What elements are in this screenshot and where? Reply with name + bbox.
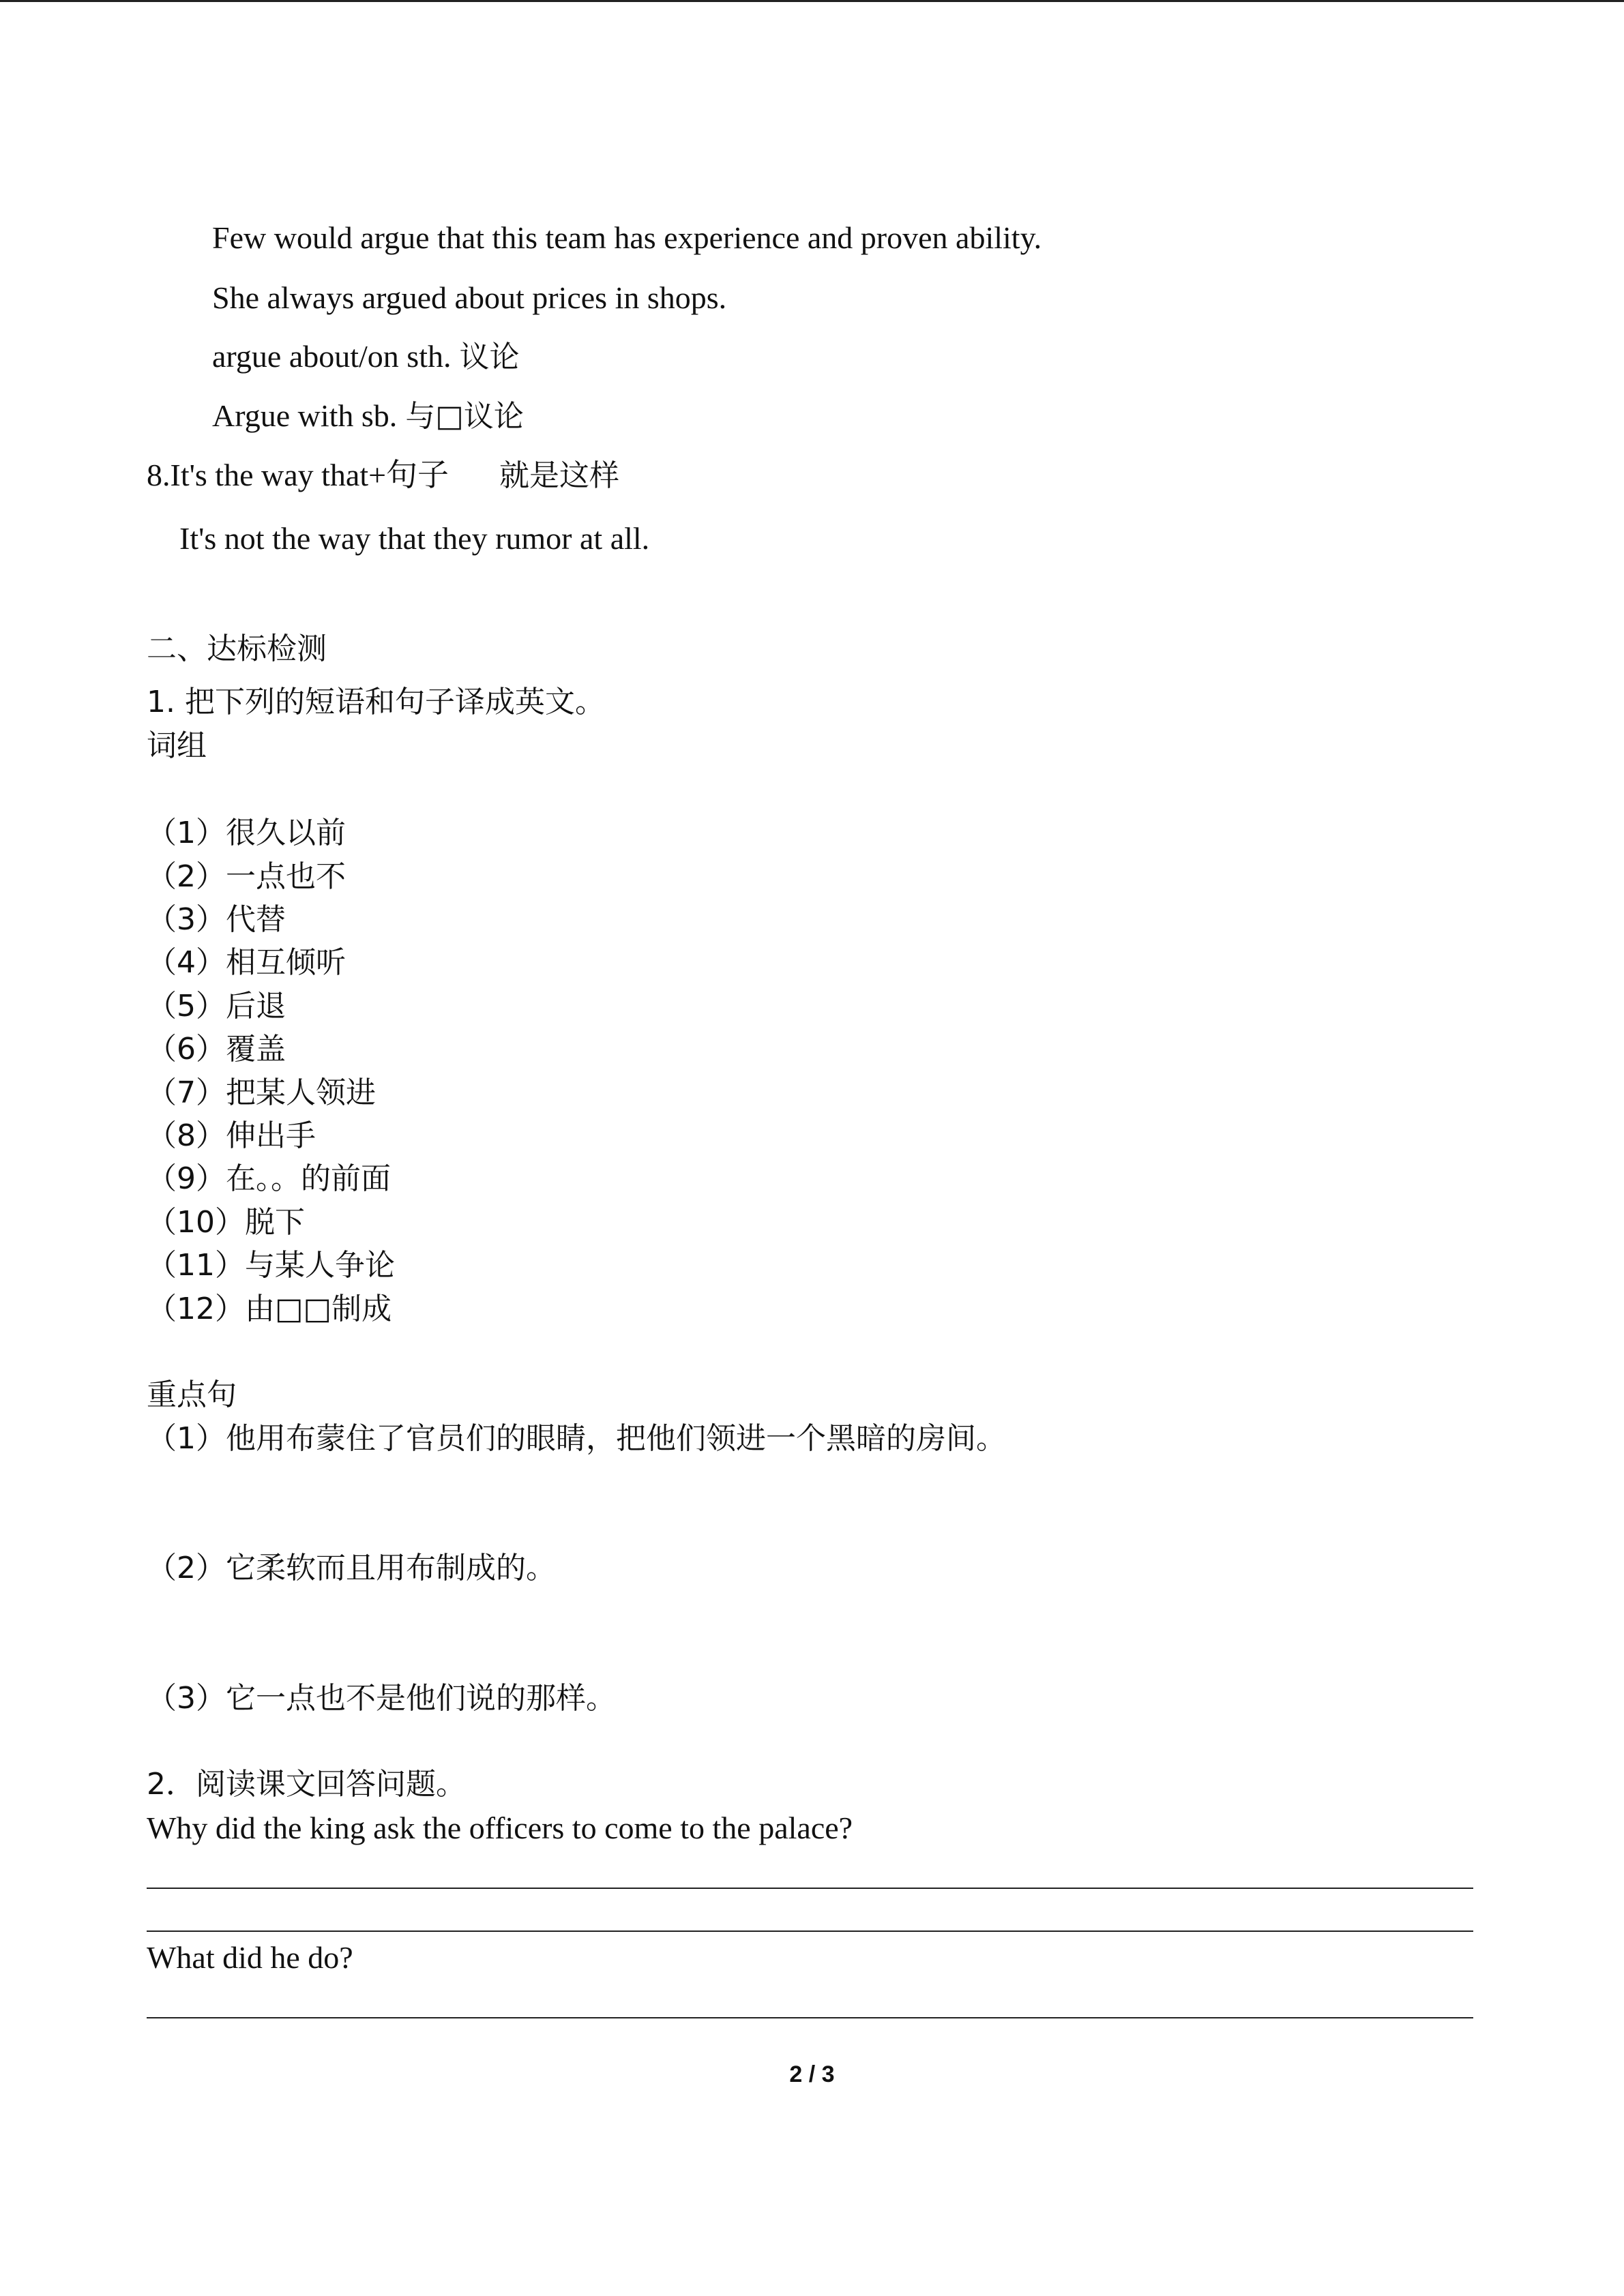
argue-example-2: She always argued about prices in shops. [212,280,727,315]
phrase-item: （7）把某人领进 [147,1075,376,1110]
section-2-heading: 二、达标检测 [147,631,327,666]
argue-example-1: Few would argue that this team has experience and proven ability. [212,220,1042,255]
question-1: Why did the king ask the officers to come to the palace? [147,1810,853,1845]
sentence-item: （3）它一点也不是他们说的那样。 [147,1681,616,1716]
argue-about-usage [212,338,519,376]
point-8-title-cn: 就是这样 [499,458,620,493]
question-2: What did he do? [147,1940,353,1975]
answer-line [147,1888,1473,1889]
argue-about-en: argue about/on sth. [212,339,452,374]
answer-line [147,2017,1473,2018]
phrase-item: （4）相互倾听 [147,945,346,980]
phrase-item: （2）一点也不 [147,859,346,894]
argue-about-cn: 议论 [459,340,520,374]
phrase-item: （12）由□□制成 [147,1292,392,1326]
answer-line [147,1930,1473,1932]
argue-with-en: Argue with sb. [212,398,398,433]
task-1-instruction: 1. 把下列的短语和句子译成英文。 [147,685,605,719]
phrase-item: （11）与某人争论 [147,1248,395,1283]
phrase-item: （10）脱下 [147,1205,305,1240]
point-8-example: It's not the way that they rumor at all. [179,521,650,556]
task-2-instruction: 2．阅读课文回答问题。 [147,1767,466,1802]
phrase-item: （3）代替 [147,902,286,937]
phrase-item: （9）在。。的前面 [147,1161,391,1196]
sentence-item: （2）它柔软而且用布制成的。 [147,1551,556,1585]
phrase-item: （8）伸出手 [147,1118,316,1153]
phrases-label: 词组 [147,728,207,763]
page-top-border [0,0,1624,2]
phrase-item: （6）覆盖 [147,1032,286,1067]
argue-with-cn: 与□议论 [405,399,524,434]
argue-with-usage [212,397,524,436]
phrase-item: （1）很久以前 [147,816,346,850]
page-number: 2 / 3 [789,2061,835,2087]
sentence-item: （1）他用布蒙住了官员们的眼睛，把他们领进一个黑暗的房间。 [147,1421,1006,1456]
sentences-label: 重点句 [147,1377,237,1412]
phrase-item: （5）后退 [147,989,286,1024]
point-8-title [147,456,619,495]
point-8-title-en: 8.It's the way that+句子 [147,458,449,492]
